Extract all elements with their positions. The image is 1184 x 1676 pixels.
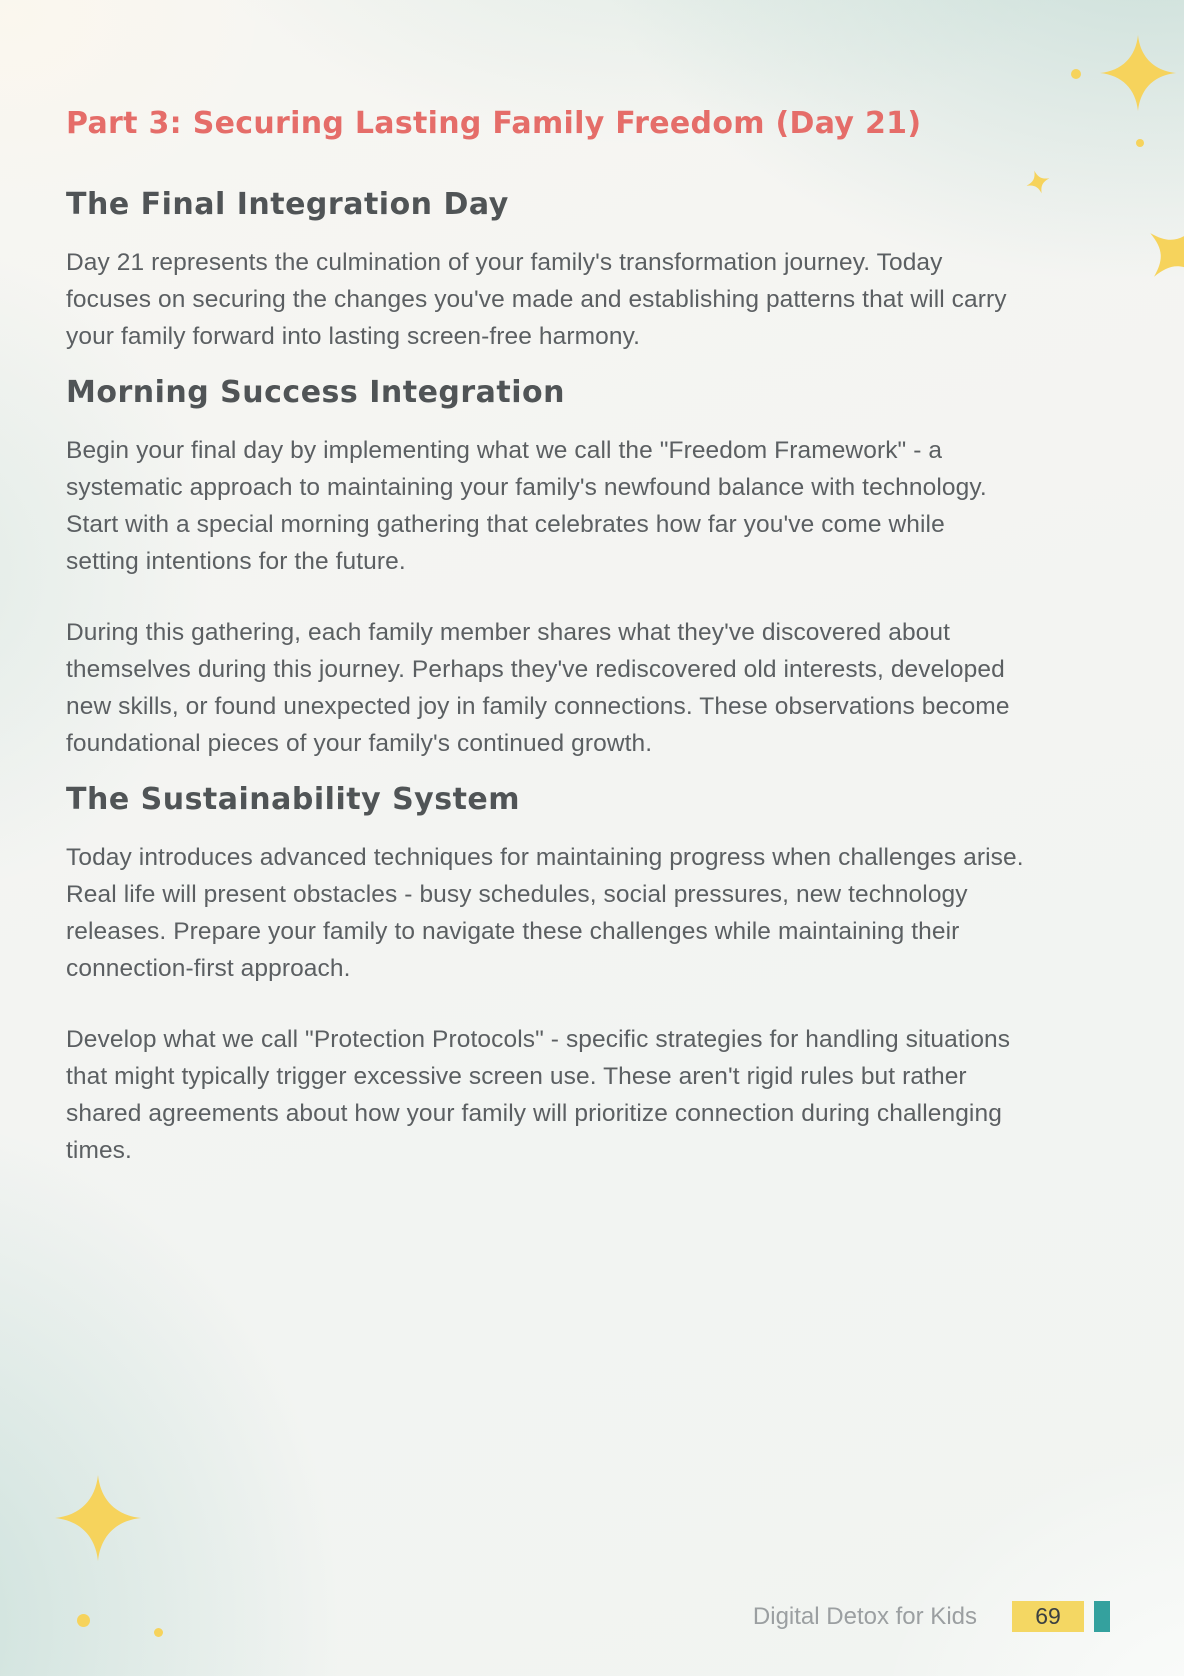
section-heading: The Final Integration Day xyxy=(66,187,509,222)
footer-accent-bar xyxy=(1094,1601,1110,1632)
section-sustainability-system xyxy=(66,781,1024,1169)
section-morning-success-integration xyxy=(66,374,1024,762)
section-heading: The Sustainability System xyxy=(66,782,521,817)
paragraph: During this gathering, each family member shares what they've discovered about themselves during this journey. Perhaps they've rediscovered old interests, developed new skills, or found unexpected joy in family connections. These observations become foundational pieces of your family's continued growth. xyxy=(66,619,1010,757)
section-heading: Morning Success Integration xyxy=(66,375,566,410)
paragraph: Day 21 represents the culmination of your family's transformation journey. Today focuses on securing the changes you've made and establishing patterns that will carry your family forward into lasting screen-free harmony. xyxy=(66,249,1007,350)
section-final-integration-day xyxy=(66,186,1024,355)
sparkle-dot-icon xyxy=(1136,139,1144,147)
page-number-badge: 69 xyxy=(1012,1601,1084,1632)
paragraph: Begin your final day by implementing what we call the "Freedom Framework" - a systematic approach to maintaining your family's newfound balance with technology. Start with a special morning gathering that celebrates how far you've come while setting intentions for the future. xyxy=(66,437,987,575)
book-title: Digital Detox for Kids xyxy=(752,1602,977,1630)
sparkle-dot-icon xyxy=(77,1614,90,1627)
sparkle-dot-icon xyxy=(1071,69,1081,79)
page-content xyxy=(66,0,1024,1169)
sparkle-dot-icon xyxy=(154,1628,163,1637)
page-title: Part 3: Securing Lasting Family Freedom (Day 21) xyxy=(66,106,922,141)
sparkle-icon xyxy=(1100,35,1176,111)
sparkle-icon xyxy=(1023,167,1053,197)
page-footer xyxy=(753,1601,1110,1632)
sparkle-icon xyxy=(55,1474,141,1562)
paragraph: Develop what we call "Protection Protocols" - specific strategies for handling situations that might typically trigger excessive screen use. These aren't rigid rules but rather shared agreements about how your family will prioritize connection during challenging times. xyxy=(66,1026,1011,1164)
paragraph: Today introduces advanced techniques for maintaining progress when challenges arise. Real life will present obstacles - busy schedules, social pressures, new technology releases. Prepare your family to navigate these challenges while maintaining their connection-first approach. xyxy=(66,844,1024,982)
sparkle-icon xyxy=(1130,209,1184,296)
